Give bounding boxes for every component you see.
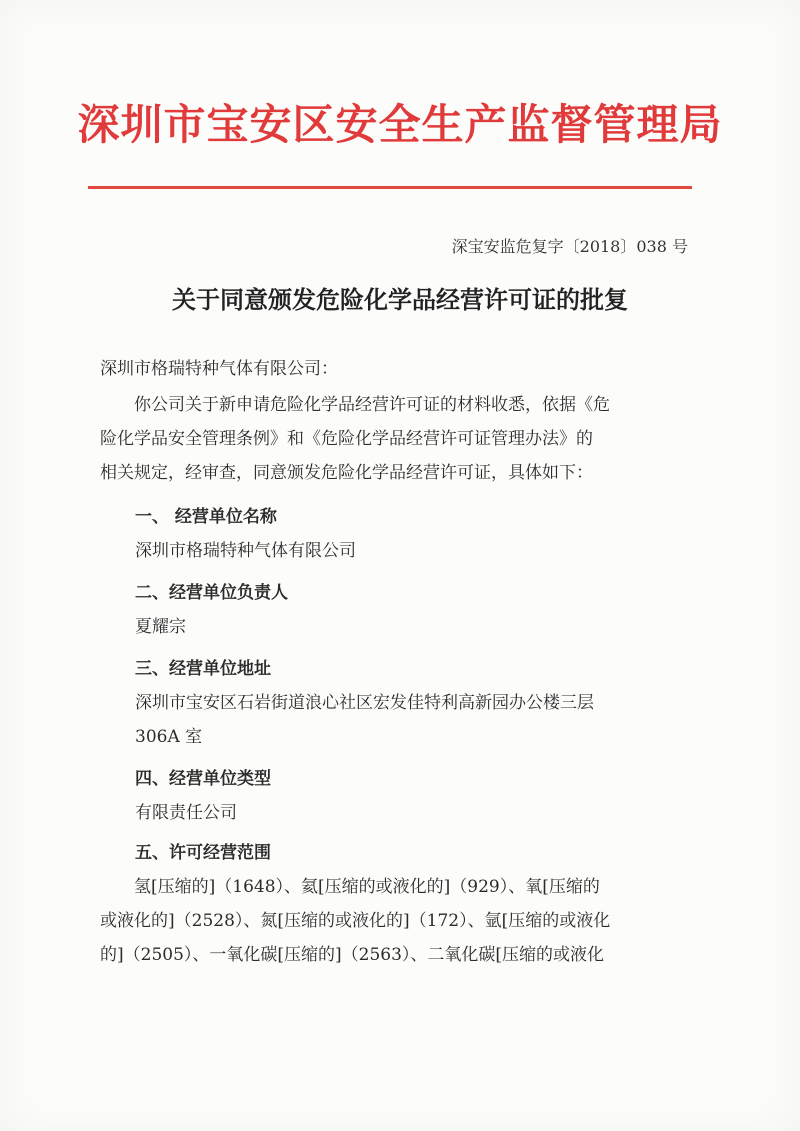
section-license-scope bbox=[135, 836, 695, 870]
intro-paragraph bbox=[100, 388, 700, 490]
section-heading: 五、许可经营范围 bbox=[135, 843, 271, 863]
section-heading: 二、经营单位负责人 bbox=[135, 583, 288, 603]
issuing-authority-header: 深圳市宝安区安全生产监督管理局 bbox=[77, 100, 723, 149]
section-value: 深圳市宝安区石岩街道浪心社区宏发佳特利高新园办公楼三层 bbox=[135, 693, 594, 713]
section-business-name bbox=[135, 500, 695, 568]
header-red-rule bbox=[88, 186, 692, 189]
scope-line: 氢[压缩的]（1648）、氦[压缩的或液化的]（929）、氧[压缩的 bbox=[134, 877, 600, 897]
section-heading: 一、 经营单位名称 bbox=[135, 507, 277, 527]
section-value: 深圳市格瑞特种气体有限公司 bbox=[135, 541, 356, 561]
document-number: 深宝安监危复字〔2018〕038 号 bbox=[451, 237, 688, 256]
section-address bbox=[135, 652, 695, 754]
license-scope-text bbox=[100, 870, 700, 972]
scope-line: 或液化的]（2528）、氮[压缩的或液化的]（172）、氩[压缩的或液化 bbox=[100, 911, 611, 931]
section-business-type bbox=[135, 762, 695, 830]
addressee: 深圳市格瑞特种气体有限公司： bbox=[100, 359, 338, 379]
section-responsible-person bbox=[135, 576, 695, 644]
intro-line: 你公司关于新申请危险化学品经营许可证的材料收悉，依据《危 bbox=[134, 395, 610, 415]
section-value: 夏耀宗 bbox=[135, 617, 186, 637]
section-value: 306A 室 bbox=[135, 727, 203, 747]
scope-line: 的]（2505）、一氧化碳[压缩的]（2563）、二氧化碳[压缩的或液化 bbox=[100, 945, 605, 965]
section-heading: 三、经营单位地址 bbox=[135, 659, 271, 679]
intro-line: 险化学品安全管理条例》和《危险化学品经营许可证管理办法》的 bbox=[100, 429, 593, 449]
intro-line: 相关规定，经审查，同意颁发危险化学品经营许可证，具体如下： bbox=[100, 463, 593, 483]
document-title: 关于同意颁发危险化学品经营许可证的批复 bbox=[172, 286, 628, 314]
section-value: 有限责任公司 bbox=[135, 803, 237, 823]
section-heading: 四、经营单位类型 bbox=[135, 769, 271, 789]
